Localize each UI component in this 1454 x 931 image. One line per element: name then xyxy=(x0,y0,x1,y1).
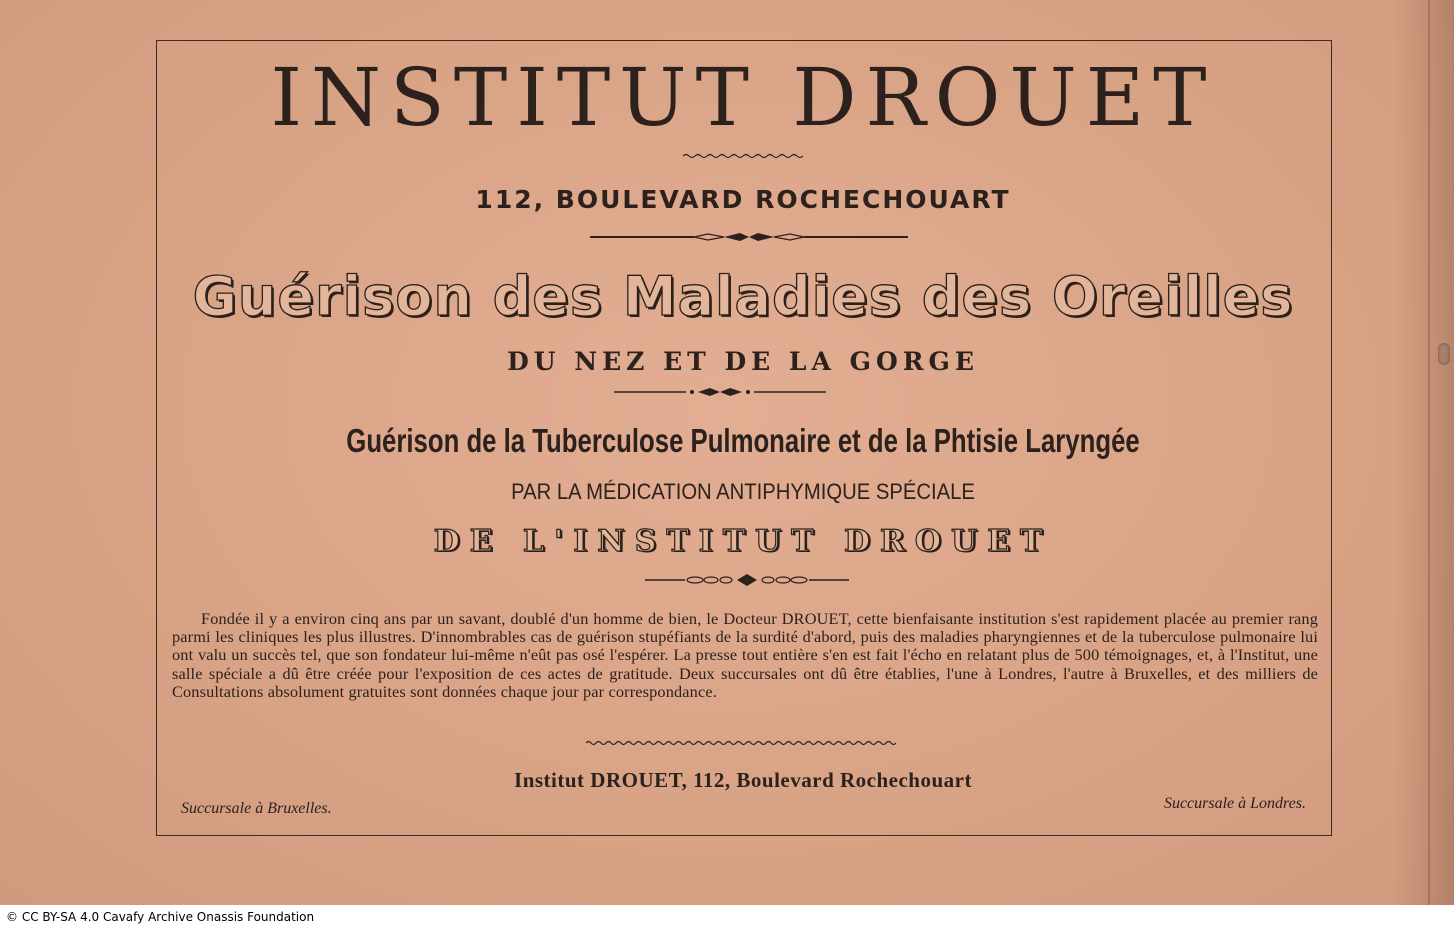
ornament-rule-1 xyxy=(683,152,805,160)
ornament-rule-3 xyxy=(614,386,826,398)
ad-footer-address: Institut DROUET, 112, Boulevard Rochechouart xyxy=(514,768,972,792)
branch-brussels: Succursale à Bruxelles. xyxy=(181,800,332,817)
ornament-rule-4 xyxy=(645,573,849,587)
binding-pin xyxy=(1438,343,1450,365)
ornament-rule-5 xyxy=(586,739,896,747)
ornament-rule-2 xyxy=(590,230,908,244)
page-fold xyxy=(1428,0,1430,905)
heading-antiphymic-medication: PAR LA MÉDICATION ANTIPHYMIQUE SPÉCIALE xyxy=(511,479,975,504)
heading-tuberculosis: Guérison de la Tuberculose Pulmonaire et de la Phtisie Laryngée xyxy=(346,422,1140,459)
heading-ear-diseases: Guérison des Maladies des Oreilles xyxy=(192,265,1294,328)
branch-london: Succursale à Londres. xyxy=(1163,795,1306,812)
license-credit: © CC BY-SA 4.0 Cavafy Archive Onassis Foundation xyxy=(6,910,315,924)
heading-institute-drouet: DE L'INSTITUT DROUET xyxy=(433,524,1053,559)
ad-address: 112, BOULEVARD ROCHECHOUART xyxy=(475,185,1011,214)
ad-title: INSTITUT DROUET xyxy=(270,51,1216,144)
heading-nose-throat: DU NEZ ET DE LA GORGE xyxy=(507,347,979,376)
ad-body-paragraph: Fondée il y a environ cinq ans par un savant, doublé d'un homme de bien, le Docteur DROUET, cette bienfaisante institution s'est rapidement placée au premier rang parmi les cliniques les plus illustres. D'innombrables cas de guérison stupéfiants de la surdité d'abord, puis des maladies pharyngiennes et de la tuberculose pulmonaire lui ont valu un succès tel, que son fondateur lui-même n'eût pas osé l'espérer. La presse tout entière s'en est fait l'écho en relatant plus de 500 témoignages, et, à l'Institut, une salle spéciale a dû être créée pour l'exposition de ces actes de gratitude. Deux succursales ont dû être établies, l'une à Londres, l'autre à Bruxelles, et des milliers de Consultations absolument gratuites sont données chaque jour par correspondance. xyxy=(172,609,1318,701)
